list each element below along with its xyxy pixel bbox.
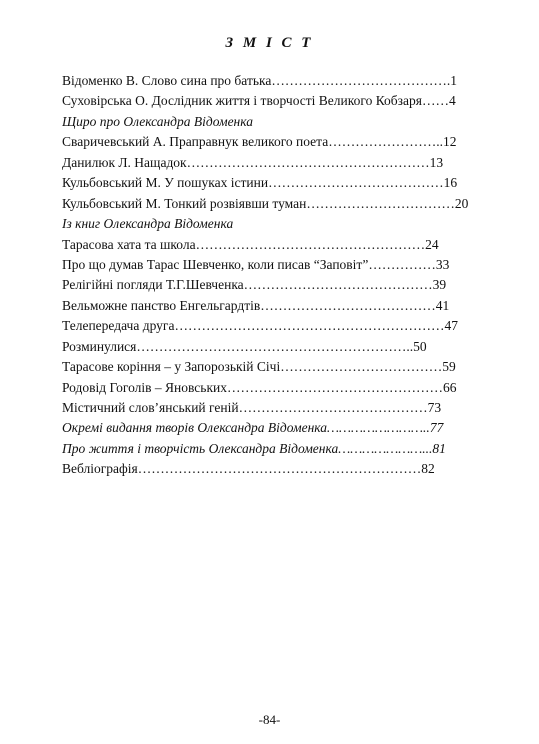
toc-entry — [62, 173, 486, 193]
toc-dot-leader: …………………………………………………….. — [136, 338, 414, 354]
toc-dot-leader: …………………………………………… — [195, 236, 426, 252]
toc-entry-title: Телепередача друга — [62, 318, 175, 334]
toc-dot-leader: …………………….. — [328, 134, 443, 150]
toc-entry-title: Тарасове коріння – у Запорозькій Січі — [62, 359, 281, 375]
toc-page-number: 4 — [448, 93, 456, 109]
toc-page-number: 41 — [435, 297, 450, 313]
toc-entry-title: Містичний слов’янський геній — [62, 400, 239, 415]
toc-entry — [62, 398, 486, 418]
toc-entry — [62, 337, 486, 357]
toc-entry-title: Відоменко В. Слово сина про батька — [62, 73, 272, 88]
toc-dot-leader: …… — [421, 93, 449, 109]
toc-section-heading — [62, 214, 486, 234]
toc-page-number: 73 — [427, 400, 442, 415]
toc-page-number: 33 — [435, 256, 450, 272]
toc-entry-title: Кульбовський М. У пошуках істини — [62, 175, 269, 191]
toc-entry — [62, 194, 486, 214]
toc-entry-title: Тарасова хата та школа — [62, 236, 196, 252]
toc-page-number: 77 — [429, 420, 444, 436]
toc-dot-leader: …………………………… — [306, 195, 455, 211]
toc-page-number: 39 — [432, 277, 447, 293]
toc-entry-title: Розминулися — [62, 338, 137, 354]
toc-entry — [62, 357, 486, 377]
toc-entry — [62, 71, 486, 91]
toc-dot-leader: ……………………………………………………… — [137, 461, 422, 477]
toc-dot-leader: …………………………………………………… — [174, 318, 445, 334]
toc-page-number: 59 — [442, 359, 456, 375]
toc-page-number: 50 — [413, 338, 427, 354]
toc-entry-title: Вельможне панство Енгельгардтів — [62, 297, 261, 313]
toc-dot-leader: …………………………………. — [271, 73, 451, 88]
toc-entry — [62, 439, 486, 459]
toc-entry — [62, 316, 486, 336]
toc-dot-leader: ……………………………… — [280, 359, 443, 375]
toc-entry — [62, 91, 486, 111]
toc-dot-leader: ………………………………………… — [226, 379, 443, 395]
toc-dot-leader: ………………………………… — [260, 297, 436, 313]
toc-entry — [62, 132, 486, 152]
page-number: -84- — [258, 712, 281, 727]
toc-entry — [62, 275, 486, 295]
page-title: З М І С Т — [225, 35, 314, 51]
toc-page-number: 20 — [454, 195, 469, 211]
toc-entry-title: Окремі видання творів Олександра Відоменка — [62, 420, 328, 436]
toc-dot-leader: ……………………………………………… — [186, 154, 430, 170]
toc-dot-leader: …………… — [368, 256, 436, 272]
toc-dot-leader: …………………………………… — [238, 400, 428, 415]
toc-page-number: 1 — [450, 73, 457, 88]
toc-entry-title: Кульбовський М. Тонкий розвіявши туман — [62, 195, 307, 211]
toc-entry — [62, 418, 486, 438]
toc-page-number: 47 — [444, 318, 458, 334]
toc-entry-title: Релігійні погляди Т.Г.Шевченка — [62, 277, 244, 293]
toc-dot-leader: ………………………………… — [268, 175, 444, 191]
toc-entry — [62, 296, 486, 316]
toc-entry-title: Данилюк Л. Нащадок — [62, 154, 187, 170]
toc-entry-title: Родовід Гоголів – Яновських — [62, 379, 227, 395]
toc-entry — [62, 378, 486, 398]
toc-entry-title: Щиро про Олександра Відоменка — [62, 113, 253, 129]
table-of-contents — [62, 71, 486, 480]
toc-entry — [62, 153, 486, 173]
toc-page-number: 16 — [443, 175, 458, 191]
toc-page-number: 81 — [432, 440, 446, 456]
toc-entry-title: Про що думав Тарас Шевченко, коли писав “Заповіт” — [62, 256, 369, 272]
toc-dot-leader: …………………….. — [327, 420, 430, 436]
toc-page-number: 66 — [442, 379, 457, 395]
toc-section-heading — [62, 112, 486, 132]
toc-page-number: 82 — [421, 461, 435, 477]
toc-entry-title: Із книг Олександра Відоменка — [62, 216, 234, 232]
toc-dot-leader: …………………... — [338, 440, 433, 456]
toc-entry — [62, 255, 486, 275]
toc-page-number: 13 — [429, 154, 444, 170]
toc-entry-title: Суховірська О. Дослідник життя і творчості Великого Кобзаря — [62, 93, 422, 109]
toc-page-number: 12 — [442, 134, 457, 150]
toc-dot-leader: …………………………………… — [243, 277, 433, 293]
toc-entry-title: Про життя і творчість Олександра Відоменка — [62, 440, 339, 456]
toc-entry-title: Сваричевський А. Праправнук великого поета — [62, 134, 329, 150]
toc-entry — [62, 235, 486, 255]
toc-page-number: 24 — [425, 236, 439, 252]
toc-entry — [62, 459, 486, 479]
toc-entry-title: Вебліографія — [62, 461, 138, 477]
